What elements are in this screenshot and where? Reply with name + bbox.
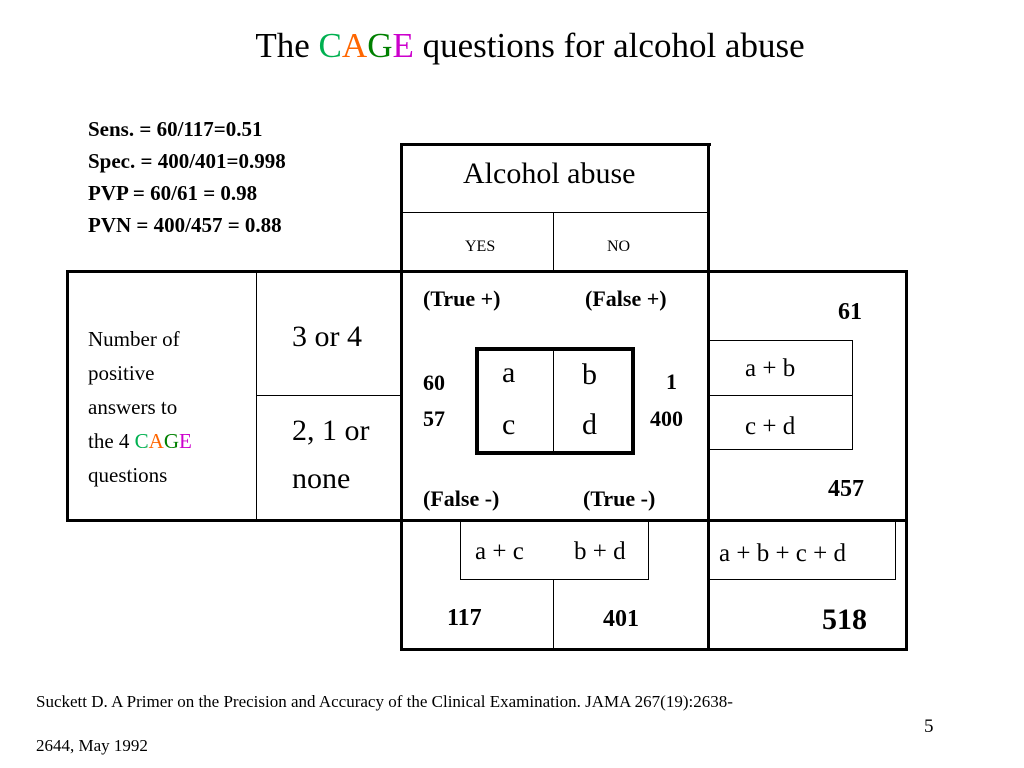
divider-line [460,520,461,580]
grand-sum-label: a + b + c + d [719,540,846,567]
inner-box-line [631,347,635,455]
divider-line [708,579,896,580]
pvn-text: PVN = 400/457 = 0.88 [88,213,282,237]
divider-line [708,340,853,341]
grand-total: 518 [822,603,867,636]
title-text-pre: The [255,26,319,65]
row-label-line: positive [88,361,155,385]
specificity-text: Spec. = 400/401=0.998 [88,149,286,173]
title-letter-e: E [392,26,414,65]
c-plus-d-label: c + d [745,413,796,440]
stats-block [88,113,286,241]
row-label [88,322,192,492]
row-1-label: 3 or 4 [292,320,362,353]
false-negative-label: (False -) [423,486,500,511]
cell-a: a [502,356,516,389]
title-letter-c: C [318,26,342,65]
divider-line [553,212,554,270]
col-1-total: 117 [447,605,482,631]
cage-letter-e: E [179,429,192,453]
title-letter-g: G [367,26,393,65]
a-plus-b-label: a + b [745,355,796,382]
divider-line [895,521,896,580]
page-number: 5 [924,716,934,737]
false-positive-label: (False +) [585,286,667,311]
row-2-label-line1: 2, 1 or [292,414,370,447]
divider-line [460,579,649,580]
border-line [66,270,69,522]
sensitivity-text: Sens. = 60/117=0.51 [88,117,263,141]
inner-box-line [475,451,635,455]
divider-line [708,449,853,450]
divider-line [708,395,853,396]
row-1-total: 61 [838,299,862,325]
divider-line [648,520,649,580]
title-letter-a: A [341,26,368,65]
divider-line [852,340,853,450]
col-2-total: 401 [603,606,639,632]
cell-d: d [582,408,597,441]
inner-box-line [475,347,635,351]
row-2-label-line2: none [292,462,351,495]
inner-box-line [475,347,479,455]
divider-line [400,212,710,213]
border-line [400,648,908,651]
row-label-line [88,424,192,458]
a-plus-c-label: a + c [475,538,524,565]
divider-line [256,272,257,520]
border-line [905,270,908,651]
true-positive-label: (True +) [423,286,501,311]
divider-line [256,395,401,396]
border-line [66,519,908,522]
border-line [66,270,908,273]
row-label-line: Number of [88,327,180,351]
pvp-text: PVP = 60/61 = 0.98 [88,181,258,205]
value-b: 1 [666,369,677,394]
cage-letter-c: C [134,429,149,453]
slide-title [0,26,1024,66]
row-label-line: answers to [88,395,178,419]
true-negative-label: (True -) [583,486,656,511]
border-line [400,143,403,651]
cell-c: c [502,408,516,441]
cage-letter-g: G [163,429,180,453]
citation-line: Suckett D. A Primer on the Precision and Accuracy of the Clinical Examination. JAMA 267(19):2638- [36,692,733,711]
inner-box-line [553,349,554,453]
b-plus-d-label: b + d [574,538,626,565]
cell-b: b [582,358,597,391]
title-text-post: questions for alcohol abuse [413,26,805,65]
citation [36,680,733,768]
value-d: 400 [650,406,683,431]
col-no-label: NO [607,238,631,255]
cage-letter-a: A [148,429,164,453]
citation-line: 2644, May 1992 [36,736,148,755]
border-line [707,143,710,651]
row-label-line: questions [88,463,168,487]
value-a: 60 [423,370,445,395]
row-2-total: 457 [828,476,864,502]
border-line [400,143,711,146]
divider-line [553,580,554,650]
col-yes-label: YES [465,238,496,255]
value-c: 57 [423,406,445,431]
row-label-prefix: the 4 [88,429,135,453]
col-header-alcohol-abuse: Alcohol abuse [463,157,636,190]
